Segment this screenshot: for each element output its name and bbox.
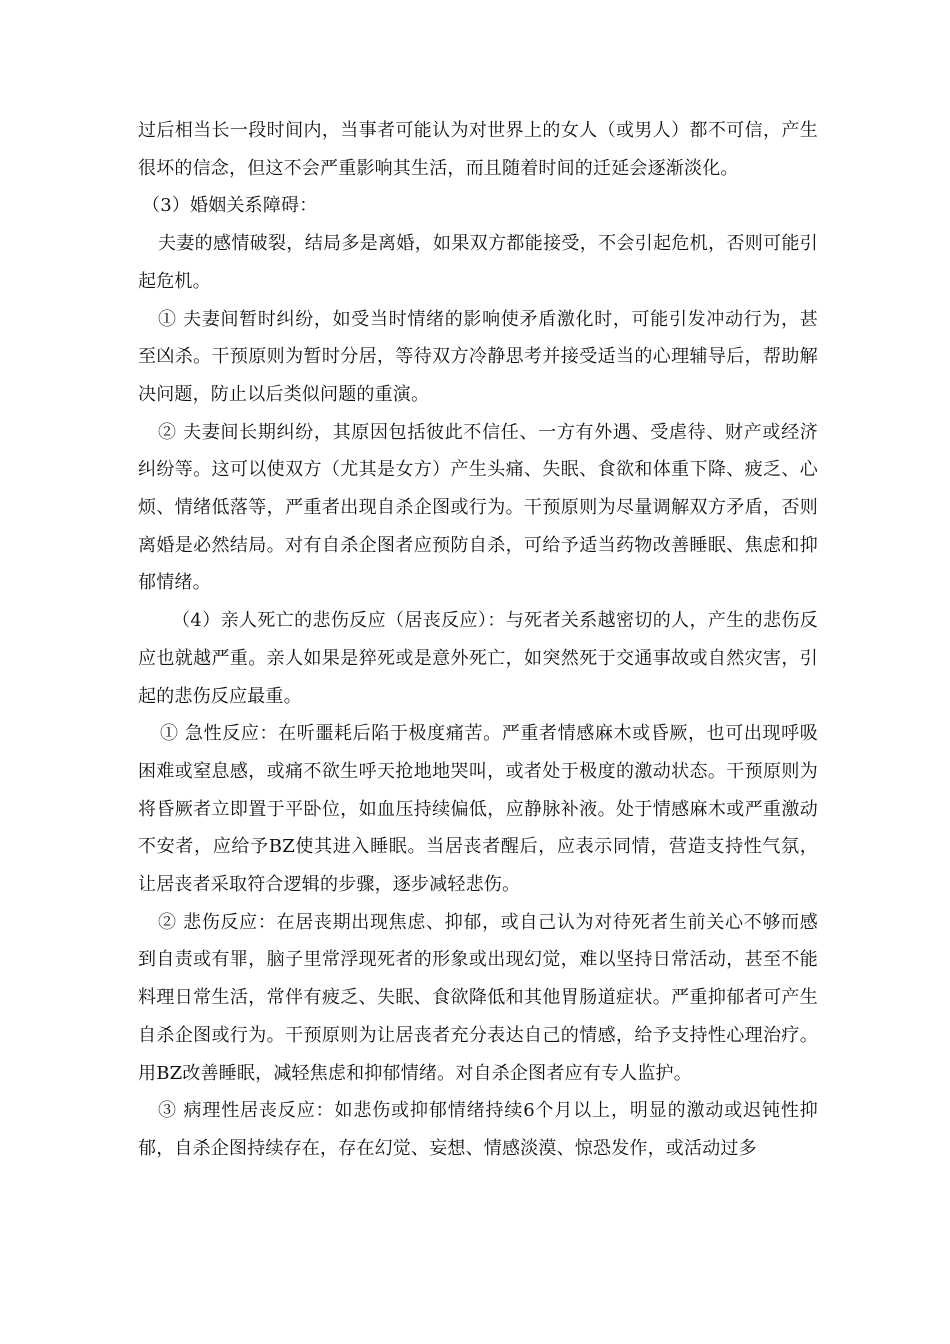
paragraph-pathological-bereavement: ③ 病理性居丧反应：如悲伤或抑郁情绪持续6个月以上，明显的激动或迟钝性抑郁，自杀企图持续存在，存在幻觉、妄想、情感淡漠、惊恐发作，或活动过多 bbox=[138, 1100, 818, 1159]
heading-bereavement-reaction: （4）亲人死亡的悲伤反应（居丧反应）：与死者关系越密切的人，产生的悲伤反应也就越严重。亲人如果是猝死或是意外死亡，如突然死于交通事故或自然灾害，引起的悲伤反应最重。 bbox=[138, 610, 818, 707]
paragraph-acute-reaction: ① 急性反应：在听噩耗后陷于极度痛苦。严重者情感麻木或昏厥，也可出现呼吸困难或窒息感，或痛不欲生呼天抢地地哭叫，或者处于极度的激动状态。干预原则为将昏厥者立即置于平卧位，如血压持续偏低，应静脉补液。处于情感麻木或严重激动不安者，应给予BZ使其进入睡眠。当居丧者醒后，应表示同情，营造支持性气氛，让居丧者采取符合逻辑的步骤，逐步减轻悲伤。 bbox=[138, 723, 818, 896]
paragraph-long-term-dispute: ② 夫妻间长期纠纷，其原因包括彼此不信任、一方有外遇、受虐待、财产或经济纠纷等。这可以使双方（尤其是女方）产生头痛、失眠、食欲和体重下降、疲乏、心烦、情绪低落等，严重者出现自杀企图或行为。干预原则为尽量调解双方矛盾，否则离婚是必然结局。对有自杀企图者应预防自杀，可给予适当药物改善睡眠、焦虑和抑郁情绪。 bbox=[138, 421, 818, 594]
heading-marriage-disorder: （3）婚姻关系障碍： bbox=[142, 195, 318, 217]
paragraph-temporary-dispute: ① 夫妻间暂时纠纷，如受当时情绪的影响使矛盾激化时，可能引发冲动行为，甚至凶杀。干预原则为暂时分居，等待双方冷静思考并接受适当的心理辅导后，帮助解决问题，防止以后类似问题的重演。 bbox=[138, 308, 818, 405]
paragraph-continuation: 过后相当长一段时间内，当事者可能认为对世界上的女人（或男人）都不可信，产生很坏的信念，但这不会严重影响其生活，而且随着时间的迁延会逐渐淡化。 bbox=[138, 120, 818, 179]
paragraph-grief-reaction: ② 悲伤反应：在居丧期出现焦虑、抑郁，或自己认为对待死者生前关心不够而感到自责或有罪，脑子里常浮现死者的形象或出现幻觉，难以坚持日常活动，甚至不能料理日常生活，常伴有疲乏、失眠、食欲降低和其他胃肠道症状。严重抑郁者可产生自杀企图或行为。干预原则为让居丧者充分表达自己的情感，给予支持性心理治疗。用BZ改善睡眠，减轻焦虑和抑郁情绪。对自杀企图者应有专人监护。 bbox=[138, 911, 818, 1084]
paragraph-marriage-intro: 夫妻的感情破裂，结局多是离婚，如果双方都能接受，不会引起危机，否则可能引起危机。 bbox=[138, 233, 818, 292]
document-body bbox=[138, 112, 818, 1168]
